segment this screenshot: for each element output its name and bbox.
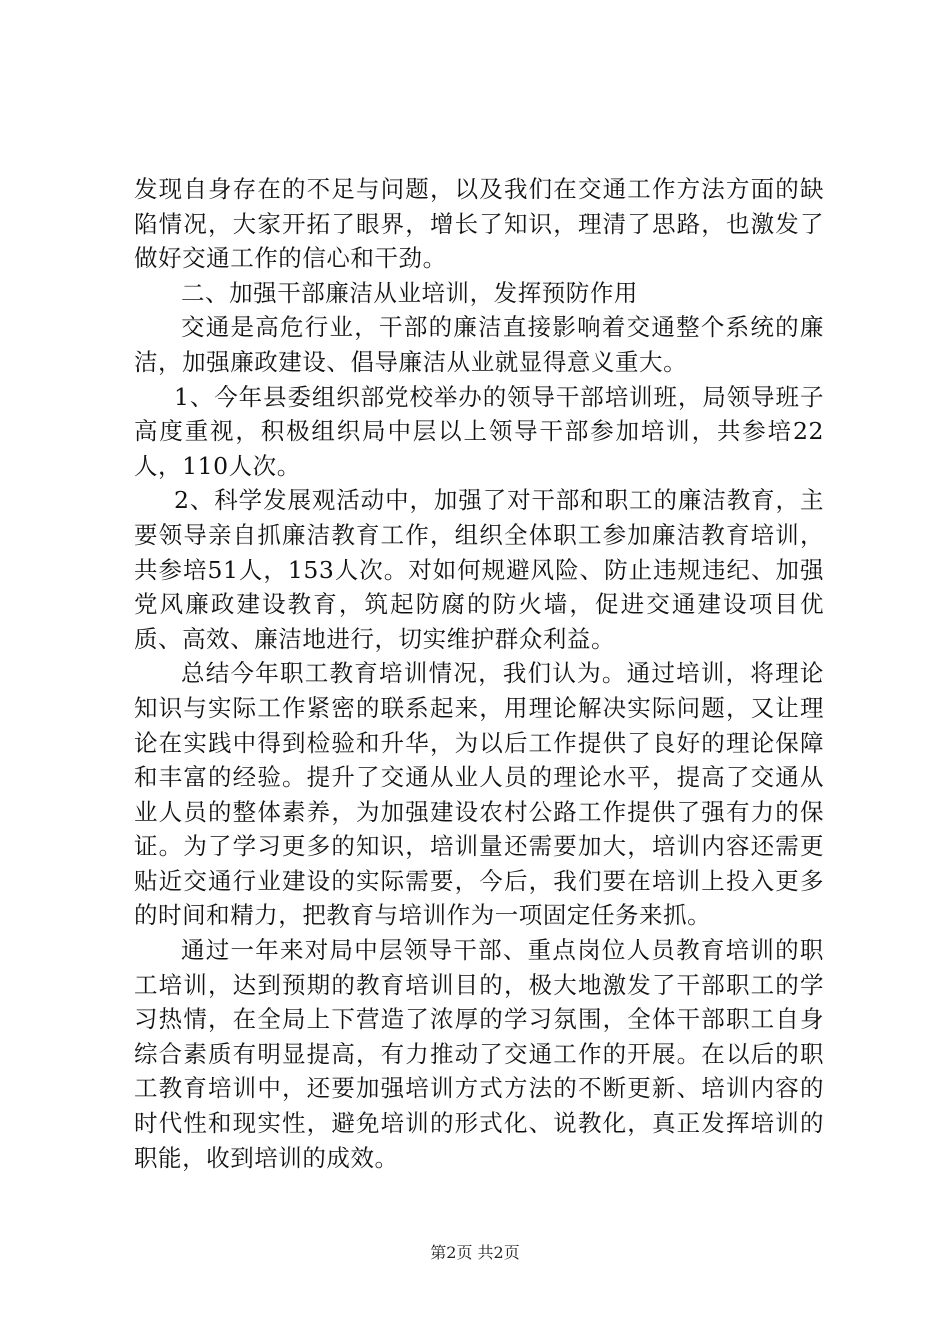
section-heading: 二、加强干部廉洁从业培训，发挥预防作用: [181, 278, 638, 307]
list-item-1: 1、今年县委组织部党校举办的领导干部培训班，局领导班子高度重视，积极组织局中层以上领导干部参加培训，共参培22人，110人次。: [134, 382, 824, 480]
document-body: [134, 172, 824, 1175]
paragraph-summary: 总结今年职工教育培训情况，我们认为。通过培训，将理论知识与实际工作紧密的联系起来，用理论解决实际问题，又让理论在实践中得到检验和升华，为以后工作提供了良好的理论保障和丰富的经验。提升了交通从业人员的理论水平，提高了交通从业人员的整体素养，为加强建设农村公路工作提供了强有力的保证。为了学习更多的知识，培训量还需要加大，培训内容还需更贴近交通行业建设的实际需要，今后，我们要在培训上投入更多的时间和精力，把教育与培训作为一项固定任务来抓。: [134, 659, 824, 930]
page-number-footer: 第2页 共2页: [430, 1243, 520, 1262]
paragraph-continuation: 发现自身存在的不足与问题，以及我们在交通工作方法方面的缺陷情况，大家开拓了眼界，增长了知识，理清了思路，也激发了做好交通工作的信心和干劲。: [134, 175, 824, 273]
paragraph-integrity-intro: 交通是高危行业，干部的廉洁直接影响着交通整个系统的廉洁，加强廉政建设、倡导廉洁从业就显得意义重大。: [134, 313, 824, 376]
paragraph-conclusion: 通过一年来对局中层领导干部、重点岗位人员教育培训的职工培训，达到预期的教育培训目的，极大地激发了干部职工的学习热情，在全局上下营造了浓厚的学习氛围，全体干部职工自身综合素质有明显提高，有力推动了交通工作的开展。在以后的职工教育培训中，还要加强培训方式方法的不断更新、培训内容的时代性和现实性，避免培训的形式化、说教化，真正发挥培训的职能，收到培训的成效。: [134, 936, 824, 1172]
list-item-2: 2、科学发展观活动中，加强了对干部和职工的廉洁教育，主要领导亲自抓廉洁教育工作，组织全体职工参加廉洁教育培训，共参培51人，153人次。对如何规避风险、防止违规违纪、加强党风廉政建设教育，筑起防腐的防火墙，促进交通建设项目优质、高效、廉洁地进行，切实维护群众利益。: [134, 486, 824, 653]
